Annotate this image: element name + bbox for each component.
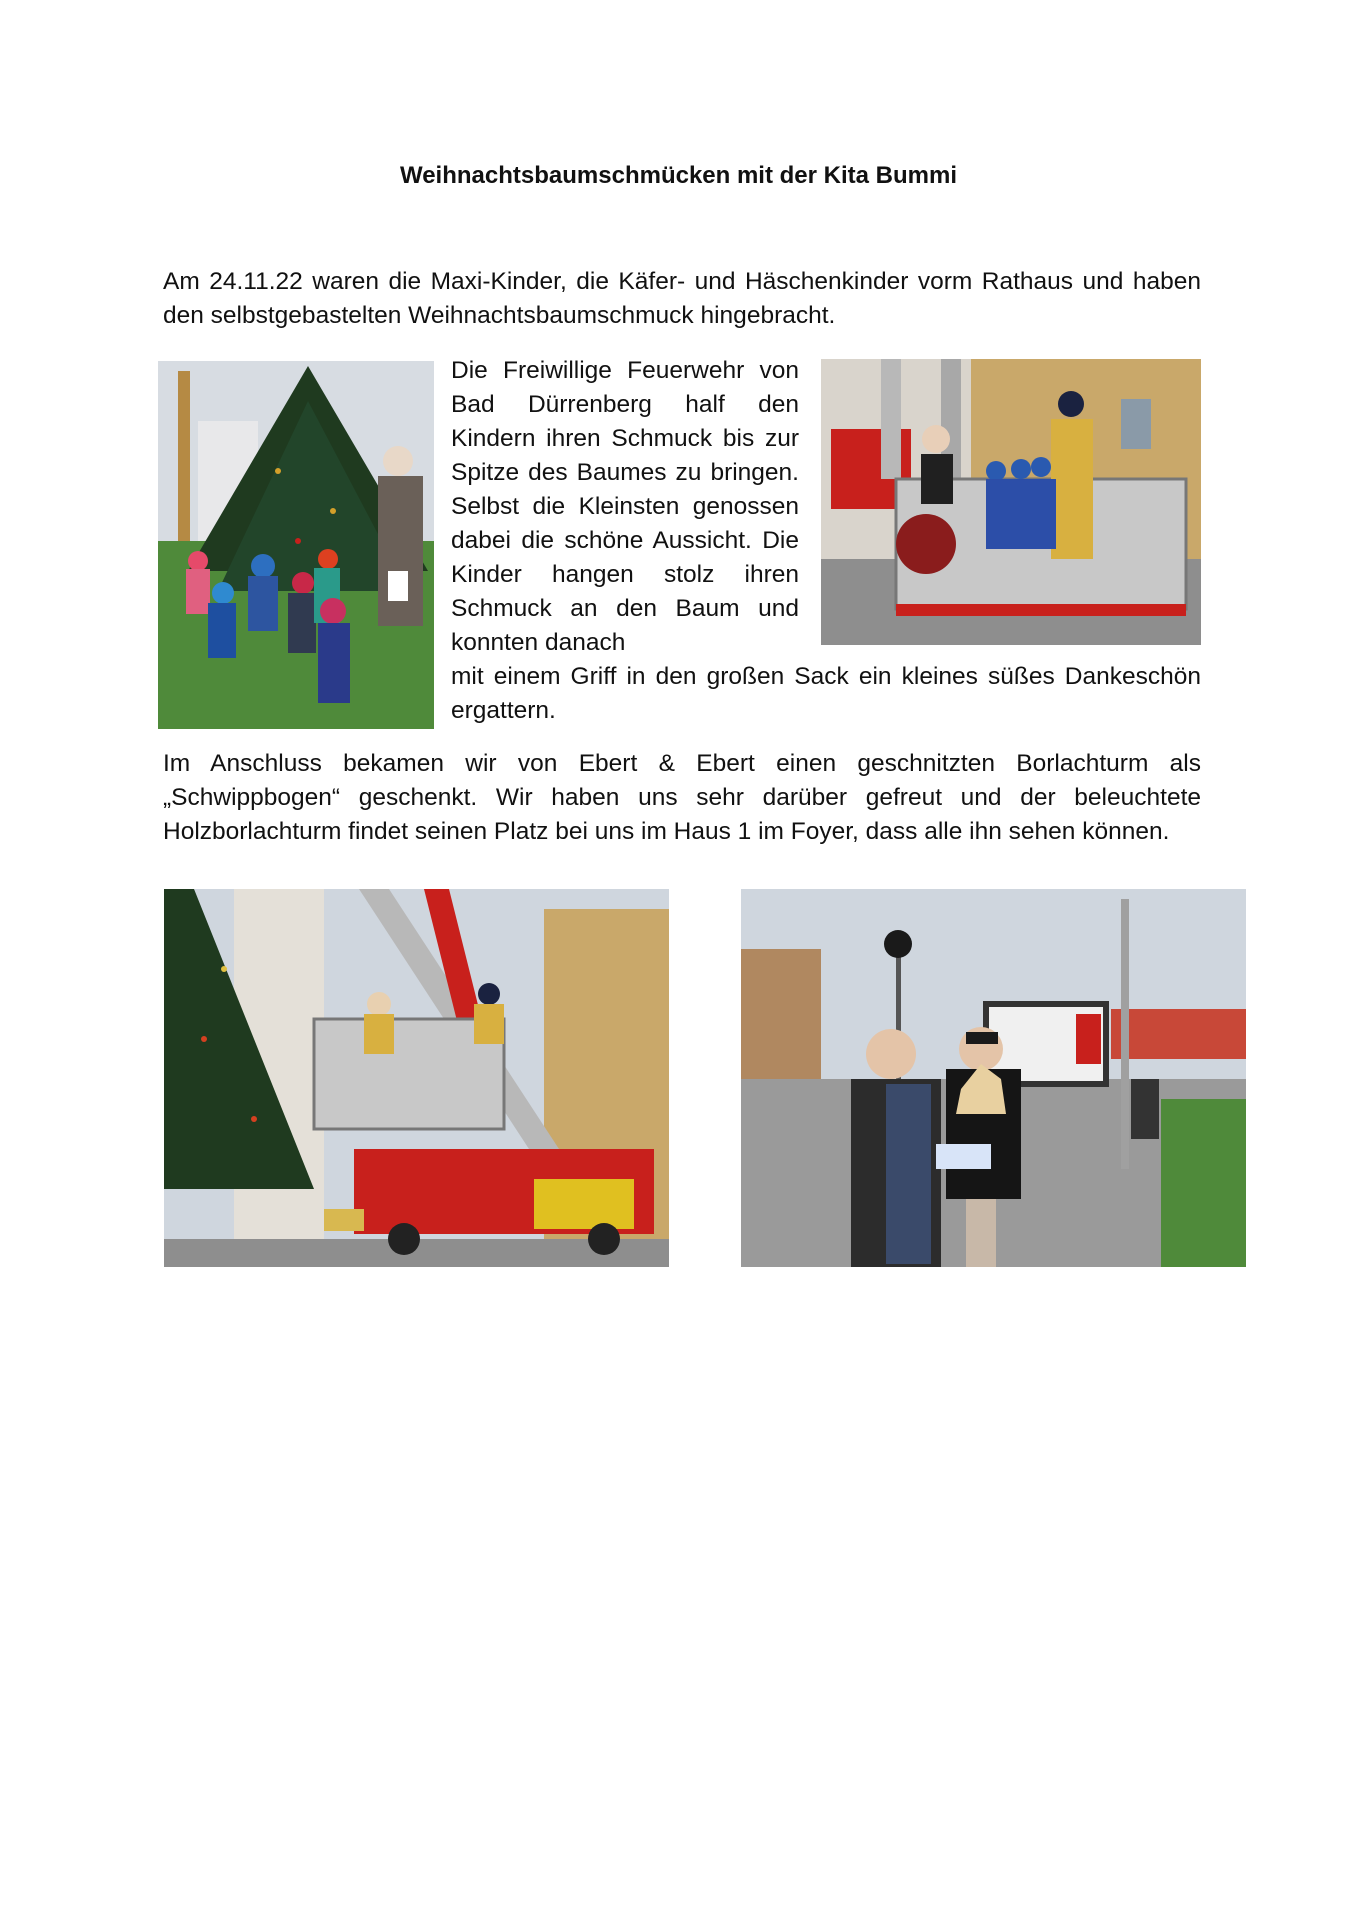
photo-gift-handover [741, 889, 1246, 1267]
photo-aerial-ladder [164, 889, 669, 1267]
paragraph-intro: Am 24.11.22 waren die Maxi-Kinder, die Käfer- und Häschenkinder vorm Rathaus und haben den selbstgebastelten Weihnachtsbaumschmuck hingebracht. [163, 268, 1201, 329]
paragraph-fire-brigade-continued: mit einem Griff in den großen Sack ein kleines süßes Dankeschön ergattern. [451, 663, 1201, 724]
paragraph-gift: Im Anschluss bekamen wir von Ebert & Ebert einen geschnitzten Borlachturm als „Schwippbogen“ geschenkt. Wir haben uns sehr darüber gefreut und der beleuchtete Holzborlachturm findet seinen Platz bei uns im Haus 1 im Foyer, dass alle ihn sehen können. [163, 750, 1201, 845]
photo-children-in-basket [821, 359, 1201, 645]
photo-children-at-tree [158, 361, 434, 729]
paragraph-fire-brigade: Die Freiwillige Feuerwehr von Bad Dürrenberg half den Kindern ihren Schmuck bis zur Spitze des Baumes zu bringen. Selbst die Kleinsten genossen dabei die schöne Aussicht. Die Kinder hangen stolz ihren Schmuck an den Baum und konnten danach [451, 357, 799, 656]
page-title: Weihnachtsbaumschmücken mit der Kita Bummi [399, 162, 957, 189]
